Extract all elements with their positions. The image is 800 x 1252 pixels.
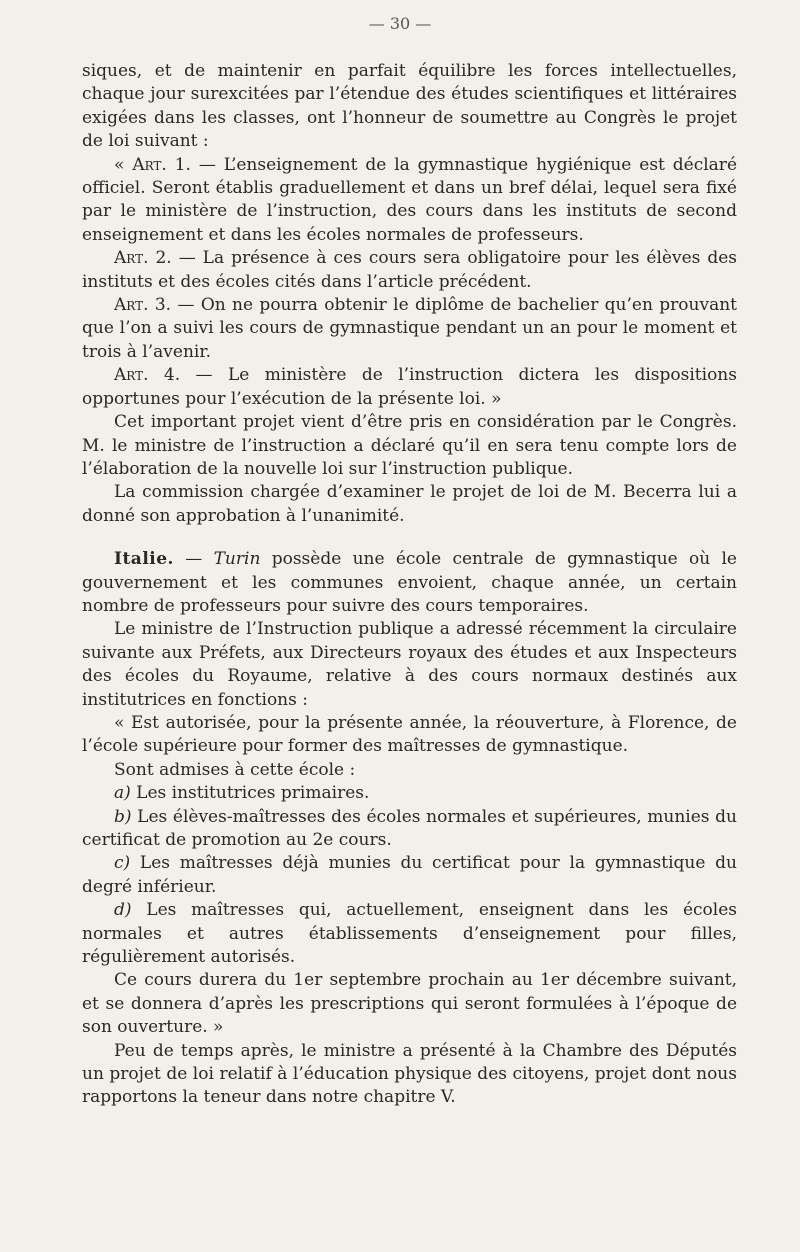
article-2-label: Art. 2. — [114, 248, 172, 269]
article-3-label: Art. 3. — [114, 295, 172, 316]
list-marker: a) — [114, 783, 131, 804]
paragraph-projet: Cet important projet vient d’être pris en considération par le Congrès. M. le ministre de l’instruction a déclaré qu’il en sera tenu compte lors de l’élaboration de la nouvelle loi sur l’instruction publique. — [82, 412, 737, 479]
list-marker: d) — [114, 900, 132, 921]
paragraph-admises: Sont admises à cette école : — [114, 759, 356, 780]
list-item-c — [82, 852, 737, 899]
article-4 — [82, 364, 737, 411]
list-item-text: Les élèves-maîtresses des écoles normales et supérieures, munies du certificat de promotion au 2e cours. — [82, 806, 737, 850]
paragraph-chambre: Peu de temps après, le ministre a présenté à la Chambre des Députés un projet de loi relatif à l’éducation physique des citoyens, projet dont nous rapportons la teneur dans notre chapitre V. — [82, 1040, 737, 1108]
article-3 — [82, 294, 737, 364]
paragraph-circulaire: Le ministre de l’Instruction publique a adressé récemment la circulaire suivante aux Préfets, aux Directeurs royaux des études et aux Inspecteurs des écoles du Royaume, relative à des cours normaux destinés aux institutrices en fonctions : — [82, 619, 737, 710]
paragraph-intro: siques, et de maintenir en parfait équilibre les forces intellectuelles, chaque jour surexcitées par l’étendue des études scientifiques et littéraires exigées dans les classes, ont l’honneur de soumettre au Congrès le projet de loi suivant : — [82, 61, 737, 152]
paragraph-commission: La commission chargée d’examiner le projet de loi de M. Becerra lui a donné son approbation à l’unanimité. — [82, 482, 737, 526]
section-dash: — — [173, 549, 214, 570]
page-body — [82, 60, 737, 1110]
article-2-text: — La présence à ces cours sera obligatoire pour les élèves des instituts et des écoles cités dans l’article précédent. — [82, 248, 737, 292]
article-4-text: — Le ministère de l’instruction dictera les dispositions opportunes pour l’exécution de la présente loi. » — [82, 365, 737, 409]
city-turin: Turin — [213, 549, 261, 570]
section-italie-heading: Italie. — [114, 549, 174, 570]
list-item-text: Les maîtresses déjà munies du certificat pour la gymnastique du degré inférieur. — [82, 853, 737, 897]
list-marker: b) — [114, 806, 132, 827]
list-item-text: Les maîtresses qui, actuellement, enseignent dans les écoles normales et autres établissements d’enseignement pour filles, régulièrement autorisés. — [82, 900, 737, 968]
paragraph-cours: Ce cours durera du 1er septembre prochain au 1er décembre suivant, et se donnera d’après les prescriptions qui seront formulées à l’époque de son ouverture. » — [82, 970, 737, 1038]
section-italie-text: possède une école centrale de gymnastique où le gouvernement et les communes envoient, chaque année, un certain nombre de professeurs pour suivre des cours temporaires. — [82, 549, 737, 616]
article-4-label: Art. 4. — [114, 365, 181, 386]
article-1-label: Art. 1. — [132, 154, 191, 175]
quote-open: « — [114, 154, 133, 175]
article-1 — [82, 154, 737, 248]
list-item-text: Les institutrices primaires. — [130, 783, 370, 804]
list-item-b — [82, 806, 737, 853]
list-marker: c) — [114, 853, 131, 874]
section-italie — [82, 548, 737, 618]
article-2 — [82, 247, 737, 294]
page-number: — 30 — — [368, 14, 432, 33]
paragraph-florence: « Est autorisée, pour la présente année, la réouverture, à Florence, de l’école supérieure pour former des maîtresses de gymnastique. — [82, 712, 737, 757]
article-3-text: — On ne pourra obtenir le diplôme de bachelier qu’en prouvant que l’on a suivi les cours de gymnastique pendant un an pour le moment et trois à l’avenir. — [82, 295, 737, 362]
list-item-a — [82, 782, 737, 805]
article-1-text: — L’enseignement de la gymnastique hygiénique est déclaré officiel. Seront établis graduellement et dans un bref délai, lequel sera fixé par le ministère de l’instruction, des cours dans les instituts de second enseignement et dans les écoles normales de professeurs. — [82, 154, 737, 245]
list-item-d — [82, 899, 737, 969]
